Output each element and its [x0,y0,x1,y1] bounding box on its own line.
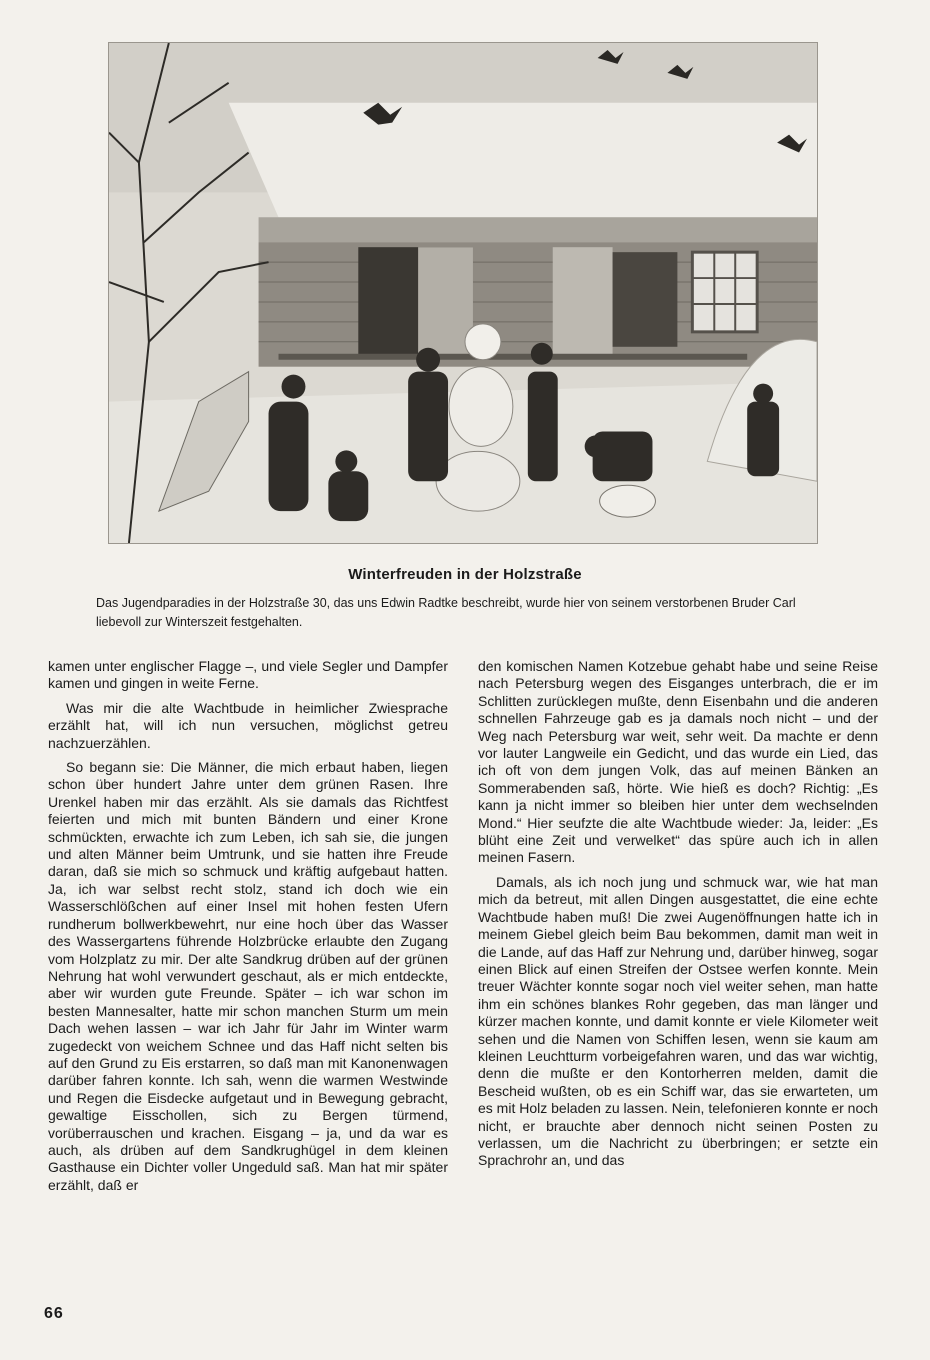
illustration-image [109,43,817,543]
right-paragraph-1: den komischen Namen Kotzebue gehabt habe und seine Reise nach Petersburg wegen des Eisganges unterbrach, die er im Schlitten zurücklegen mußte, denn Eisenbahn und die anderen schnellen Fahrzeuge gab es ja damals noch nicht – und der Weg nach Petersburg war weit, sehr weit. Da machte er denn vor lauter Langweile ein Gedicht, und das wurde ein Lied, das ich oft von dem jungen Volk, das auf meinen Bänken an Sommerabenden saß, hörte. Wie hieß es doch? Richtig: „Es kann ja nicht immer so bleiben hier unter dem wechselnden Mond.“ Hier seufzte die alte Wachtbude wieder: Ja, leider: „Es blüht eine Zeit und verwelket“ das spüre auch ich in allen meinen Fasern. [478,658,878,866]
right-paragraph-2: Damals, als ich noch jung und schmuck war, wie hat man mich da betreut, mit allen Dingen ausgestattet, die eine echte Wachtbude haben muß! Die zwei Augenöffnungen hatte ich in meinem Giebel gleich beim Bau bekommen, damit man weit in die Lande, auf das Haff zur Nehrung und, darüber hinweg, sogar einen Blick auf einen Streifen der Ostsee werfen konnte. Mein treuer Wächter konnte sogar noch viel weiter sehen, man hatte ihm ein schönes blankes Rohr gegeben, das man länger und kürzer machen konnte, und damit konnte er viele Kilometer weit sehen und die Namen von Schiffen lesen, wenn sie kaum am kleinen Leuchtturm vorbeigefahren waren, und das war wichtig, denn die mußte er den Kontorherren melden, damit die Bescheid wußten, ob es ein Schiff war, das sie erwarteten, um es mit Holz beladen zu lassen. Nein, telefonieren konnte er noch nicht, er brauchte aber dennoch nicht seinen Posten zu verlassen, um die Nachricht zu überbringen; er setzte ein Sprachrohr an, und das [478,873,879,1169]
left-column [48,658,448,1194]
figure-title: Winterfreuden in der Holzstraße [348,566,582,583]
left-paragraph-2: Was mir die alte Wachtbude in heimlicher Zwiesprache erzählt hat, will ich nun versuchen, möglichst getreu nachzuerzählen. [48,699,448,751]
illustration [108,42,818,544]
page-number: 66 [44,1305,64,1322]
left-paragraph-3: So begann sie: Die Männer, die mich erbaut haben, liegen schon über hundert Jahre unter dem grünen Rasen. Ihre Urenkel haben mir das erzählt. Als sie damals das Richtfest feierten und mich mit bunten Bändern und einer Krone schmückten, erwachte ich zum Leben, ich sah sie, die jungen und alten Männer beim Umtrunk, und sie hatten ihre Freude daran, daß sie mich so schmuck und kräftig aufgebaut hatten. Ja, ich war selbst recht stolz, stand ich doch wie ein Wasserschlößchen auf einer Insel mit hohen festen Ufern rundherum bollwerkbewehrt, nur eine hoch über das Wasser des Wassergartens führende Holzbrücke erlaubte den Zugang vom Holzplatz zu mir. Der alte Sandkrug drüben auf der grünen Nehrung hat wohl verwundert geschaut, als er mich entdeckte, aber wir wurden gute Freunde. Später – ich war schon im besten Mannesalter, hatte mir schon manchen Sturm um mein Dach wehen lassen – war ich Jahr für Jahr im Winter warm zugedeckt von weichem Schnee und das Haff nicht selten bis auf den Grund zu Eis erstarren, so daß man mit Kanonenwagen darüber fahren konnte. Ich sah, wenn die warmen Westwinde und Regen die Eisdecke aufgetaut und in Bewegung gebracht, gewaltige Eisschollen, sich zu Bergen türmend, vorüberrauschen und krachen. Eisgang – ja, und da war es auch, als drüben auf dem Sandkrughügel in dem kleinen Gasthause ein Dichter voller Ungeduld saß. Man hat mir später erzählt, daß er [48,759,448,1193]
figure-caption: Das Jugendparadies in der Holzstraße 30, das uns Edwin Radtke beschreibt, wurde hier von seinem verstorbenen Bruder Carl liebevoll zur Winterszeit festgehalten. [96,596,796,629]
right-column [478,658,878,1170]
left-paragraph-1: kamen unter englischer Flagge –, und viele Segler und Dampfer kamen und gingen in weite Ferne. [48,658,448,692]
